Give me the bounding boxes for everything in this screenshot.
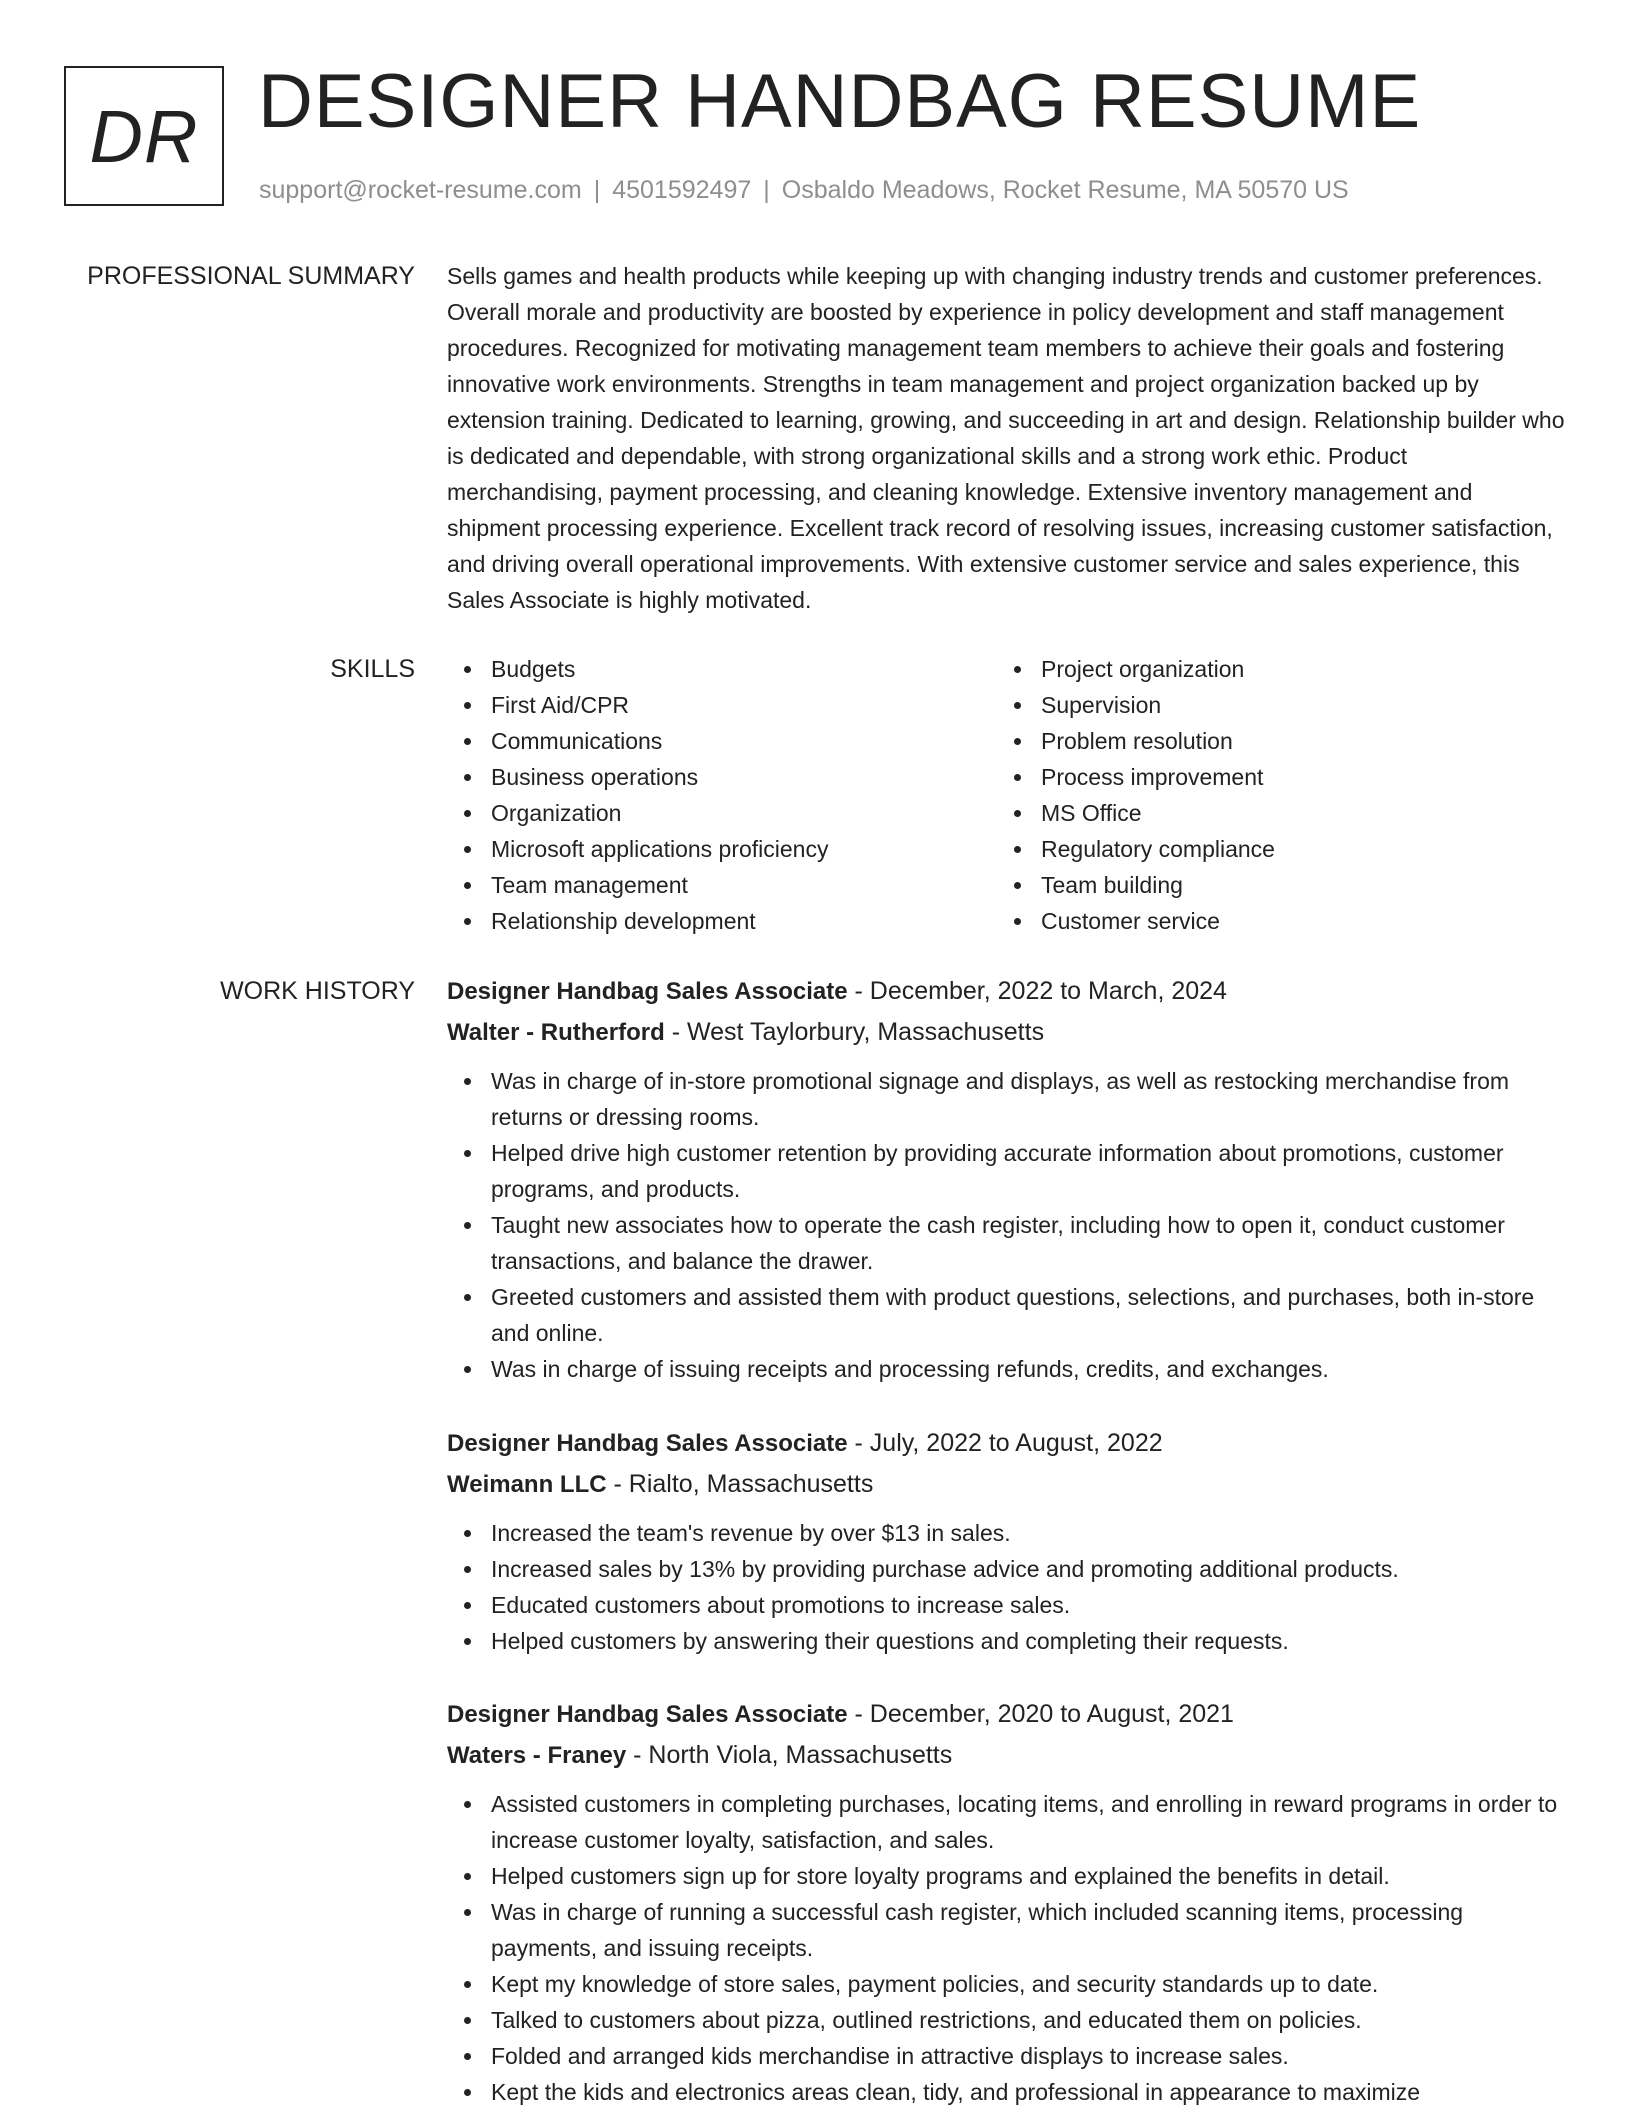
skill-item: Team building bbox=[997, 867, 1547, 903]
section-label-skills: SKILLS bbox=[330, 655, 415, 683]
job-duties bbox=[447, 1515, 1567, 1659]
job-duty: Was in charge of issuing receipts and processing refunds, credits, and exchanges. bbox=[447, 1351, 1567, 1387]
skill-item: Relationship development bbox=[447, 903, 997, 939]
skills-grid bbox=[447, 651, 1567, 939]
job-company-line bbox=[447, 1464, 1567, 1505]
job-title: Designer Handbag Sales Associate bbox=[447, 1701, 848, 1728]
skill-item: Regulatory compliance bbox=[997, 831, 1547, 867]
job-company-line bbox=[447, 1012, 1567, 1053]
contact-phone[interactable]: 4501592497 bbox=[612, 176, 752, 204]
skills-column-right bbox=[997, 651, 1547, 939]
skill-item: Supervision bbox=[997, 687, 1547, 723]
skills-column-left bbox=[447, 651, 997, 939]
job-title: Designer Handbag Sales Associate bbox=[447, 1430, 848, 1457]
job-company-line bbox=[447, 1735, 1567, 1776]
job-title-line bbox=[447, 1694, 1567, 1735]
skill-item: Customer service bbox=[997, 903, 1547, 939]
job-entry bbox=[447, 1694, 1567, 2110]
job-duty: Was in charge of in-store promotional signage and displays, as well as restocking merchandise from returns or dressing rooms. bbox=[447, 1063, 1567, 1135]
contact-separator: | bbox=[763, 176, 770, 204]
job-company: Walter - Rutherford bbox=[447, 1019, 665, 1046]
job-duty: Assisted customers in completing purchases, locating items, and enrolling in reward programs in order to increase customer loyalty, satisfaction, and sales. bbox=[447, 1786, 1567, 1858]
resume-title: DESIGNER HANDBAG RESUME bbox=[258, 59, 1422, 144]
monogram-logo: DR bbox=[64, 66, 224, 206]
job-dates: - December, 2020 to August, 2021 bbox=[847, 1700, 1234, 1728]
job-duty: Helped drive high customer retention by providing accurate information about promotions, customer programs, and products. bbox=[447, 1135, 1567, 1207]
skill-item: Budgets bbox=[447, 651, 997, 687]
skill-item: Communications bbox=[447, 723, 997, 759]
job-title: Designer Handbag Sales Associate bbox=[447, 978, 848, 1005]
contact-address: Osbaldo Meadows, Rocket Resume, MA 50570 US bbox=[781, 176, 1349, 204]
job-company: Waters - Franey bbox=[447, 1742, 627, 1769]
job-duty: Increased sales by 13% by providing purchase advice and promoting additional products. bbox=[447, 1551, 1567, 1587]
job-duty: Kept my knowledge of store sales, payment policies, and security standards up to date. bbox=[447, 1966, 1567, 2002]
skill-item: Process improvement bbox=[997, 759, 1547, 795]
job-duty: Helped customers by answering their questions and completing their requests. bbox=[447, 1623, 1567, 1659]
job-duty: Taught new associates how to operate the cash register, including how to open it, conduct customer transactions, and balance the drawer. bbox=[447, 1207, 1567, 1279]
skill-item: Business operations bbox=[447, 759, 997, 795]
job-duty: Helped customers sign up for store loyalty programs and explained the benefits in detail. bbox=[447, 1858, 1567, 1894]
section-label-summary: PROFESSIONAL SUMMARY bbox=[87, 262, 415, 290]
job-duty: Folded and arranged kids merchandise in attractive displays to increase sales. bbox=[447, 2038, 1567, 2074]
contact-line bbox=[259, 172, 1349, 208]
skill-item: Project organization bbox=[997, 651, 1547, 687]
summary-text: Sells games and health products while keeping up with changing industry trends and customer preferences. Overall morale and productivity are boosted by experience in policy development and staff management procedures. Recognized for motivating management team members to achieve their goals and fostering innovative work environments. Strengths in team management and project organization backed up by extension training. Dedicated to learning, growing, and succeeding in art and design. Relationship builder who is dedicated and dependable, with strong organizational skills and a strong work ethic. Product merchandising, payment processing, and cleaning knowledge. Extensive inventory management and shipment processing experience. Excellent track record of resolving issues, increasing customer satisfaction, and driving overall operational improvements. With extensive customer service and sales experience, this Sales Associate is highly motivated. bbox=[447, 263, 1565, 613]
job-dates: - July, 2022 to August, 2022 bbox=[847, 1429, 1163, 1457]
skill-item: Team management bbox=[447, 867, 997, 903]
job-duty: Talked to customers about pizza, outlined restrictions, and educated them on policies. bbox=[447, 2002, 1567, 2038]
job-dates: - December, 2022 to March, 2024 bbox=[847, 977, 1227, 1005]
job-duty: Kept the kids and electronics areas clean, tidy, and professional in appearance to maximize bbox=[447, 2074, 1567, 2110]
job-title-line bbox=[447, 1423, 1567, 1464]
job-entry bbox=[447, 971, 1567, 1387]
skill-item: Problem resolution bbox=[997, 723, 1547, 759]
job-entry bbox=[447, 1423, 1567, 1659]
skill-item: MS Office bbox=[997, 795, 1547, 831]
job-duties bbox=[447, 1786, 1567, 2110]
job-location: - West Taylorbury, Massachusetts bbox=[664, 1018, 1045, 1046]
job-location: - North Viola, Massachusetts bbox=[626, 1741, 953, 1769]
skill-item: First Aid/CPR bbox=[447, 687, 997, 723]
contact-separator: | bbox=[593, 176, 601, 204]
job-duty: Was in charge of running a successful cash register, which included scanning items, processing payments, and issuing receipts. bbox=[447, 1894, 1567, 1966]
skill-item: Organization bbox=[447, 795, 997, 831]
job-duty: Educated customers about promotions to increase sales. bbox=[447, 1587, 1567, 1623]
contact-email[interactable]: support@rocket-resume.com bbox=[259, 176, 582, 204]
skill-item: Microsoft applications proficiency bbox=[447, 831, 997, 867]
section-label-work-history: WORK HISTORY bbox=[220, 977, 415, 1005]
job-title-line bbox=[447, 971, 1567, 1012]
job-location: - Rialto, Massachusetts bbox=[606, 1470, 874, 1498]
job-duty: Increased the team's revenue by over $13 in sales. bbox=[447, 1515, 1567, 1551]
job-duties bbox=[447, 1063, 1567, 1387]
job-company: Weimann LLC bbox=[447, 1471, 607, 1498]
job-duty: Greeted customers and assisted them with product questions, selections, and purchases, both in-store and online. bbox=[447, 1279, 1567, 1351]
